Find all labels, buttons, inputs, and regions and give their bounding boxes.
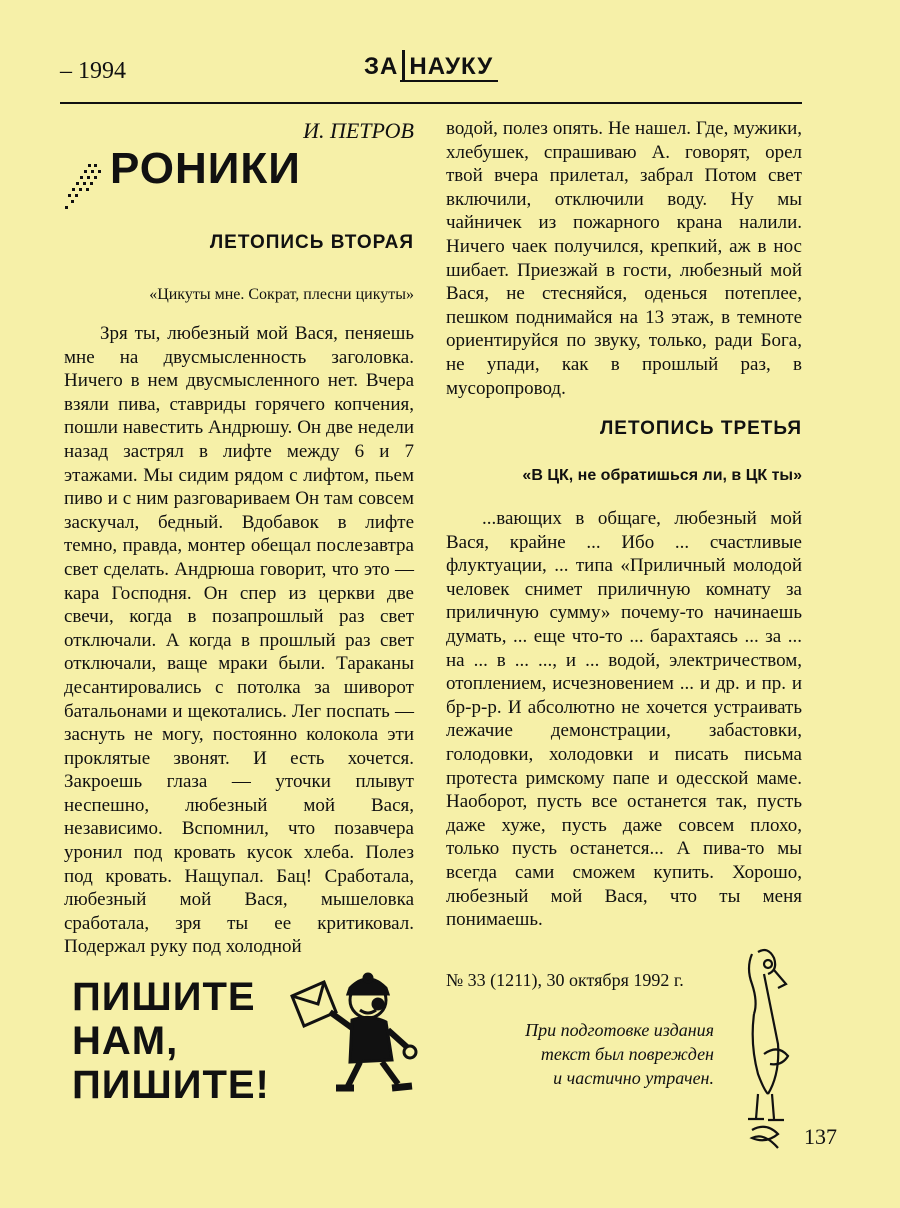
promo-line: ПИШИТЕ [72,975,256,1019]
bird-sketch-icon [738,944,798,1154]
section-heading-third: ЛЕТОПИСЬ ТРЕТЬЯ [599,418,802,439]
section-body-second-continued: водой, полез опять. Не нашел. Где, мужики, хлебушек, спрашиваю А. говорят, орел твой вчера прилетал, забрал Потом свет включили, отключили воду. Ну мы чайничек из пожарного крана налили. Ничего чаек получился, крепкий, аж в нос шибает. Приезжай в гости, любезный мой Вася, не стесняйся, оденься потеплее, пешком поднимайся на 13 этаж, в темноте ориентируйся по звуку, только, ради Бога, не упади, как в прошлый раз, в мусоропровод. [446,118,802,399]
issue-reference: № 33 (1211), 30 октября 1992 г. [446,970,684,990]
section-body-third: ...вающих в общаге, любезный мой Вася, крайне ... Ибо ... счастливые флуктуации, ... типа «Приличный молодой человек снимет приличную комнату за приличную сумму» почему-то начинаешь думать, ... еще что-то ... барахтаясь ... за ... на ... в ... ..., и ... водой, электричеством, отоплением, исчезновением ... и др. и пр. и бр-р-р. И абсолютно не хочется устраивать лежачие демонстрации, забастовки, голодовки, холодовки и писать письма протеста римскому папе и одесской маме. Наоборот, пусть все останется так, пусть даже хуже, пусть даже совсем плохо, только пусть останется... А пива-то мы всегда сами сможем купить. Хорошо, любезный мой Вася, что ты меня понимаешь. [446,508,802,931]
logo-bar [402,50,405,80]
article-column-left [64,322,414,959]
header-year: – 1994 [60,58,126,84]
article-author: И. ПЕТРОВ [303,118,414,143]
editorial-note-line: При подготовке издания [525,1020,714,1040]
title-ornament-icon [62,158,106,218]
write-to-us-promo [72,975,297,1107]
article-column-right [446,507,802,932]
section-epigraph-third: «В ЦК, не обратишься ли, в ЦК ты» [522,467,802,484]
magazine-logo [364,50,493,81]
section-body-second: Зря ты, любезный мой Вася, пеняешь мне на двусмысленность заголовка. Ничего в нем двусмысленного нет. Вчера взяли пива, ставриды горячего копчения, пошли навестить Андрюшу. Он две недели назад застрял в лифте между 6 и 7 этажами. Мы сидим рядом с лифтом, пьем пиво и с ним разговариваем Он там совсем заскучал, бедный. Вдобавок в лифте темно, правда, монтер обещал послезавтра свет сделать. Андрюша говорит, что это — кара Господня. Он спер из церкви две свечи, когда в позапрошлый раз свет отключали. А когда в прошлый раз свет отключали, ваще мраки были. Тараканы десантировались с потолка за шиворот батальонами и щекотались. Лег поспать — заснуть не могу, постоянно колокола эти проклятые звонят. И есть хочется. Закроешь глаза — уточки плывут неспешно, любезный мой Вася, независимо. Вспомнил, что позавчера уронил под кровать кусок хлеба. Полез под кровать. Нащупал. Бац! Сработала, любезный мой Вася, мышеловка сработала, зря ты ее критиковал. Подержал руку под холодной [64,323,414,958]
promo-line: НАМ, [72,1019,179,1063]
section-epigraph-second: «Цикуты мне. Сократ, плесни цикуты» [149,286,414,303]
logo-left-text: ЗА [364,53,399,80]
editorial-note [446,1018,714,1090]
editorial-note-line: текст был поврежден [540,1044,714,1064]
article-column-right-top [446,117,802,400]
section-heading-second: ЛЕТОПИСЬ ВТОРАЯ [209,232,414,253]
article-title: РОНИКИ [110,144,301,193]
logo-underline [400,80,498,82]
promo-line: ПИШИТЕ! [72,1063,270,1107]
logo-right-text: НАУКУ [409,53,494,80]
editorial-note-line: и частично утрачен. [553,1068,714,1088]
header-rule [60,102,802,104]
postman-mascot-icon [290,968,420,1098]
page-number: 137 [804,1124,837,1149]
